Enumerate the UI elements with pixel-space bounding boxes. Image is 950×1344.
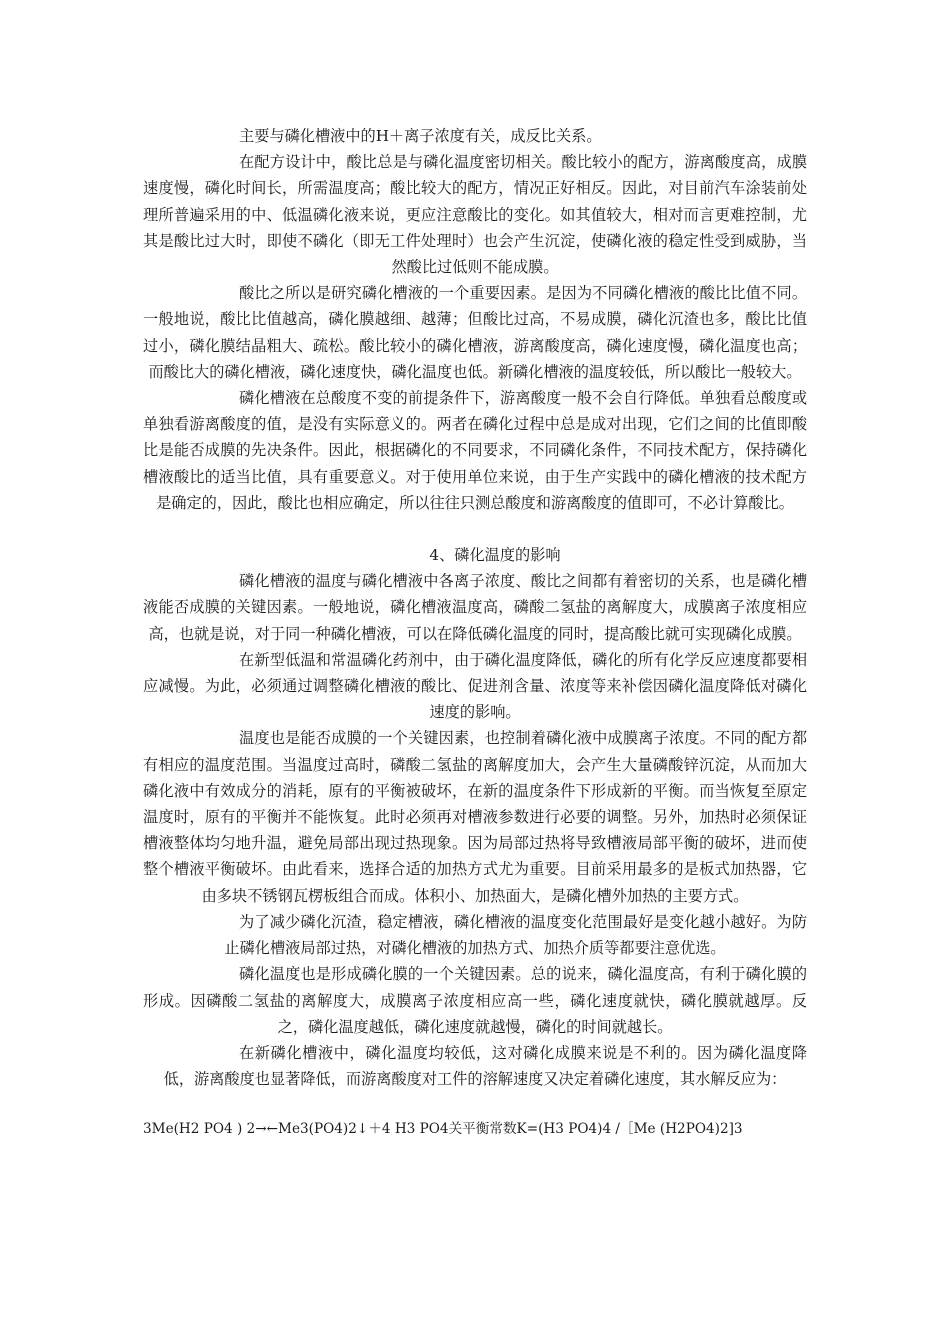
paragraph-temperature-relation: 磷化槽液的温度与磷化槽液中各离子浓度、酸比之间都有着密切的关系，也是磷化槽液能否成膜的关键因素。一般地说，磷化槽液温度高，磷酸二氢盐的离解度大，成膜离子浓度相应高，也就是说，对于同一种磷化槽液，可以在降低磷化温度的同时，提高酸比就可实现磷化成膜。 (143, 572, 807, 643)
formula-spacer (143, 1092, 807, 1116)
document-body (143, 123, 807, 1143)
paragraph-film-formation: 磷化温度也是形成磷化膜的一个关键因素。总的说来，磷化温度高，有利于磷化膜的形成。因磷酸二氢盐的离解度大，成膜离子浓度相应高一些，磷化速度就快，磷化膜就越厚。反之，磷化温度越低，磷化速度就越慢，磷化的时间就越长。 (143, 965, 807, 1036)
paragraph-reduce-sediment: 为了减少磷化沉渣，稳定槽液，磷化槽液的温度变化范围最好是变化越小越好。为防止磷化槽液局部过热，对磷化槽液的加热方式、加热介质等都要注意优选。 (224, 912, 807, 958)
paragraph-acid-ratio-measurement: 磷化槽液在总酸度不变的前提条件下，游离酸度一般不会自行降低。单独看总酸度或单独看游离酸度的值，是没有实际意义的。两者在磷化过程中总是成对出现，它们之间的比值即酸比是能否成膜的先决条件。因此，根据磷化的不同要求，不同磷化条件，不同技术配方，保持磷化槽液酸比的适当比值，具有重要意义。对于使用单位来说，由于生产实践中的磷化槽液的技术配方是确定的，因此，酸比也相应确定，所以往往只测总酸度和游离酸度的值即可，不必计算酸比。 (143, 389, 807, 512)
paragraph-low-temperature-agents: 在新型低温和常温磷化药剂中，由于磷化温度降低，磷化的所有化学反应速度都要相应减慢。为此，必须通过调整磷化槽液的酸比、促进剂含量、浓度等来补偿因磷化温度降低对磷化速度的影响。 (143, 650, 807, 722)
paragraph-acid-ratio-formulation: 在配方设计中，酸比总是与磷化温度密切相关。酸比较小的配方，游离酸度高，成膜速度慢，磷化时间长，所需温度高；酸比较大的配方，情况正好相反。因此，对目前汽车涂装前处理所普遍采用的中、低温磷化液来说，更应注意酸比的变化。如其值较大，相对而言更难控制，尤其是酸比过大时，即使不磷化（即无工件处理时）也会产生沉淀，使磷化液的稳定性受到威胁，当然酸比过低则不能成膜。 (143, 153, 807, 277)
paragraph-acid-ratio-importance: 酸比之所以是研究磷化槽液的一个重要因素。是因为不同磷化槽液的酸比比值不同。一般地说，酸比比值越高，磷化膜越细、越薄；但酸比过高，不易成膜，磷化沉渣也多，酸比比值过小，磷化膜结晶粗大、疏松。酸比较小的磷化槽液，游离酸度高，磷化速度慢，磷化温度也高；而酸比大的磷化槽液，磷化速度快，磷化温度也低。新磷化槽液的温度较低，所以酸比一般较大。 (143, 284, 807, 381)
hydrolysis-formula: 3Me(H2 PO4 ) 2→←Me3(PO4)2↓＋4 H3 PO4关平衡常数K=(H3 PO4)4 /［Me (H2PO4)2]3 (143, 1121, 743, 1138)
paragraph-temperature-key-factor: 温度也是能否成膜的一个关键因素，也控制着磷化液中成膜离子浓度。不同的配方都有相应的温度范围。当温度过高时，磷酸二氢盐的离解度加大，会产生大量磷酸锌沉淀，从而加大磷化液中有效成分的消耗，原有的平衡被破坏，在新的温度条件下形成新的平衡。而当恢复至原定温度时，原有的平衡并不能恢复。此时必须再对槽液参数进行必要的调整。另外，加热时必须保证槽液整体均匀地升温，避免局部出现过热现象。因为局部过热将导致槽液局部平衡的破坏，进而使整个槽液平衡破坏。由此看来，选择合适的加热方式尤为重要。目前采用最多的是板式加热器，它由多块不锈钢瓦楞板组合而成。体积小、加热面大，是磷化槽外加热的主要方式。 (143, 729, 807, 905)
intro-line: 主要与磷化槽液中的H＋离子浓度有关，成反比关系。 (239, 127, 602, 145)
section-spacer (143, 516, 807, 542)
section-heading: 4、磷化温度的影响 (429, 546, 561, 565)
paragraph-new-bath: 在新磷化槽液中，磷化温度均较低，这对磷化成膜来说是不利的。因为磷化温度降低，游离酸度也显著降低，而游离酸度对工件的溶解速度又决定着磷化速度，其水解反应为： (163, 1043, 807, 1089)
